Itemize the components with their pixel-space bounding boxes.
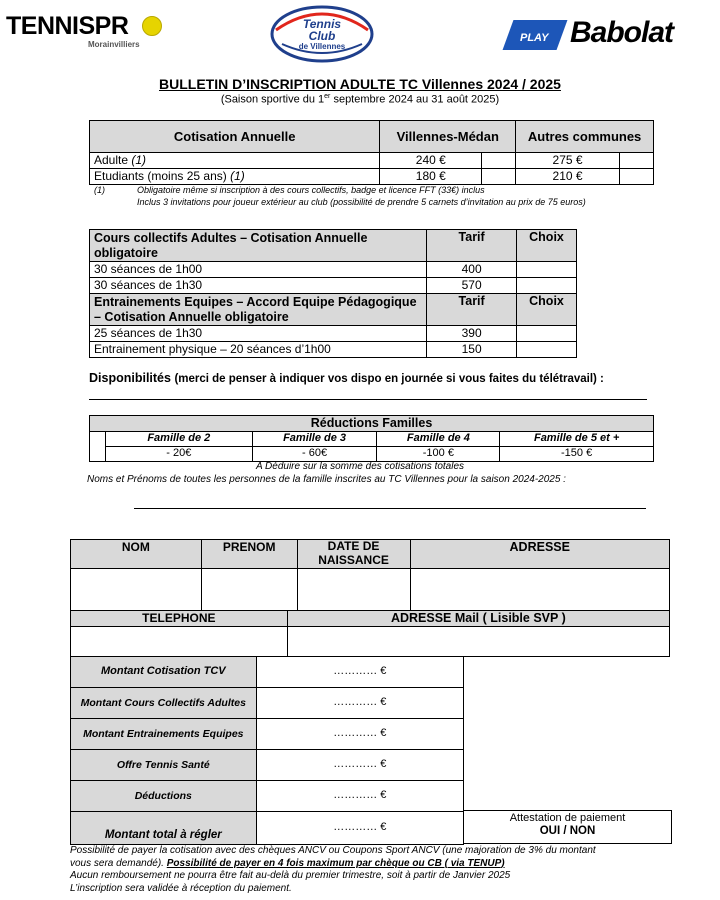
club-logo-text-1: Tennis [302,17,342,31]
price-cell: 275 € [516,153,620,169]
adresse-header: ADRESSE [410,540,670,569]
price-cell: 570 [427,278,517,294]
row-label: 25 séances de 1h30 [90,326,427,342]
price-cell: 210 € [516,169,620,185]
choice-cell[interactable] [517,342,577,358]
footer-line-1: Possibilité de payer la cotisation avec des chèques ANCV ou Coupons Sport ANCV (une majoration de 3% du montant [70,845,596,856]
table-row [71,750,464,781]
montant-cotisation-field[interactable]: ………… € [256,657,463,688]
choice-cell[interactable] [620,153,654,169]
page-title: BULLETIN D’INSCRIPTION ADULTE TC Villennes 2024 / 2025 [159,76,561,92]
disponibilites-line[interactable] [89,399,647,400]
club-logo-text-3: de Villennes [298,42,346,51]
footer-line-2: vous sera demandé). Possibilité de payer en 4 fois maximum par chèque ou CB ( via TENUP) [70,857,505,869]
telephone-field[interactable] [71,627,288,657]
table-row [90,342,577,358]
row-label: Etudiants (moins 25 ans) (1) [90,169,380,185]
prenom-header: PRENOM [201,540,297,569]
cotisation-header: Cotisation Annuelle [90,121,380,153]
reduction-value: - 20€ [105,447,252,462]
montant-cotisation-label: Montant Cotisation TCV [71,657,257,688]
identity-form [70,539,670,611]
choice-cell[interactable] [482,169,516,185]
autres-communes-header: Autres communes [516,121,654,153]
choice-cell[interactable] [482,153,516,169]
table-row [90,326,577,342]
reduction-value: -100 € [377,447,500,462]
famille-3-header: Famille de 3 [252,432,377,447]
reduction-value: - 60€ [252,447,377,462]
email-field[interactable] [287,627,669,657]
reduction-value: -150 € [500,447,654,462]
date-naissance-field[interactable] [297,568,410,610]
tennispro-wordmark: TENNISPR [6,12,129,40]
cours-table [89,229,577,358]
oui-non-label: OUI / NON [539,825,596,838]
table-row [90,153,654,169]
choice-cell[interactable] [620,169,654,185]
totals-table [70,656,464,845]
tennis-club-villennes-logo [268,4,376,64]
tarif-header: Tarif [427,230,517,262]
montant-entrainements-field[interactable]: ………… € [256,719,463,750]
email-header: ADRESSE Mail ( Lisible SVP ) [287,611,669,627]
montant-total-label: Montant total à régler [71,812,257,845]
deductions-label: Déductions [71,781,257,812]
telephone-header: TELEPHONE [71,611,288,627]
attestation-box[interactable] [463,810,672,844]
montant-cours-label: Montant Cours Collectifs Adultes [71,688,257,719]
family-names-note: Noms et Prénoms de toutes les personnes de la famille inscrites au TC Villennes pour la saison 2024-2025 : [87,474,566,485]
offre-sante-field[interactable]: ………… € [256,750,463,781]
footnote-line-1: Obligatoire même si inscription à des cours collectifs, badge et licence FFT (33€) inclus [137,185,485,195]
club-logo-text-2: Club [308,29,336,43]
nom-field[interactable] [71,568,202,610]
row-label: Entrainement physique – 20 séances d’1h00 [90,342,427,358]
adresse-field[interactable] [410,568,670,610]
famille-4-header: Famille de 4 [377,432,500,447]
deduction-note: A Déduire sur la somme des cotisations totales [255,461,465,472]
famille-2-header: Famille de 2 [105,432,252,447]
table-row [71,657,464,688]
villennes-header: Villennes-Médan [380,121,516,153]
choice-cell[interactable] [517,326,577,342]
footer-line-3: Aucun remboursement ne pourra être fait au-delà du premier trimestre, soit à partir de Janvier 2025 [70,870,511,882]
price-cell: 150 [427,342,517,358]
tennispro-location: Morainvilliers [88,40,140,49]
footnote-line-2: Inclus 3 invitations pour joueur extérieur au club (possibilité de prendre 5 carnets d’invitation au prix de 75 euros) [137,197,586,207]
price-cell: 240 € [380,153,482,169]
tennispro-logo [6,14,176,54]
entrainements-header: Entrainements Equipes – Accord Equipe Pédagogique – Cotisation Annuelle obligatoire [90,294,427,326]
montant-entrainements-label: Montant Entrainements Equipes [71,719,257,750]
table-row [90,262,577,278]
play-label: PLAY [520,32,549,44]
table-row [71,812,464,845]
row-label: 30 séances de 1h00 [90,262,427,278]
reductions-table [89,415,654,462]
babolat-logo [508,14,714,54]
contact-form [70,610,670,657]
attestation-label: Attestation de paiement [509,812,626,824]
season-subtitle: (Saison sportive du 1er septembre 2024 au 31 août 2025) [220,93,500,106]
table-row [71,719,464,750]
table-row [71,781,464,812]
deductions-field[interactable]: ………… € [256,781,463,812]
footnote-mark: (1) [94,185,105,195]
table-row [90,447,654,462]
prenom-field[interactable] [201,568,297,610]
table-row [71,688,464,719]
payment-notes [70,845,670,895]
disponibilites-label: Disponibilités (merci de penser à indiquer vos dispo en journée si vous faites du télétravail) : [89,371,604,385]
choix-header: Choix [517,230,577,262]
choice-cell[interactable] [517,278,577,294]
footer-line-4: L’inscription sera validée à réception du paiement. [70,882,292,894]
family-names-line[interactable] [134,508,646,509]
reductions-title: Réductions Familles [90,416,654,432]
famille-5-header: Famille de 5 et + [500,432,654,447]
offre-sante-label: Offre Tennis Santé [71,750,257,781]
choix-header: Choix [517,294,577,326]
cours-collectifs-header: Cours collectifs Adultes – Cotisation Annuelle obligatoire [90,230,427,262]
price-cell: 180 € [380,169,482,185]
blank-cell [90,432,106,462]
montant-cours-field[interactable]: ………… € [256,688,463,719]
row-label: Adulte (1) [90,153,380,169]
babolat-wordmark: Babolat [570,16,674,49]
date-naissance-header: DATE DE NAISSANCE [297,540,410,569]
price-cell: 400 [427,262,517,278]
price-cell: 390 [427,326,517,342]
table-row [90,169,654,185]
tennis-ball-icon [142,16,162,36]
choice-cell[interactable] [517,262,577,278]
row-label: 30 séances de 1h30 [90,278,427,294]
table-row [90,278,577,294]
nom-header: NOM [71,540,202,569]
tarif-header: Tarif [427,294,517,326]
cotisation-table [89,120,654,185]
montant-total-field[interactable]: ………… € [256,812,463,845]
